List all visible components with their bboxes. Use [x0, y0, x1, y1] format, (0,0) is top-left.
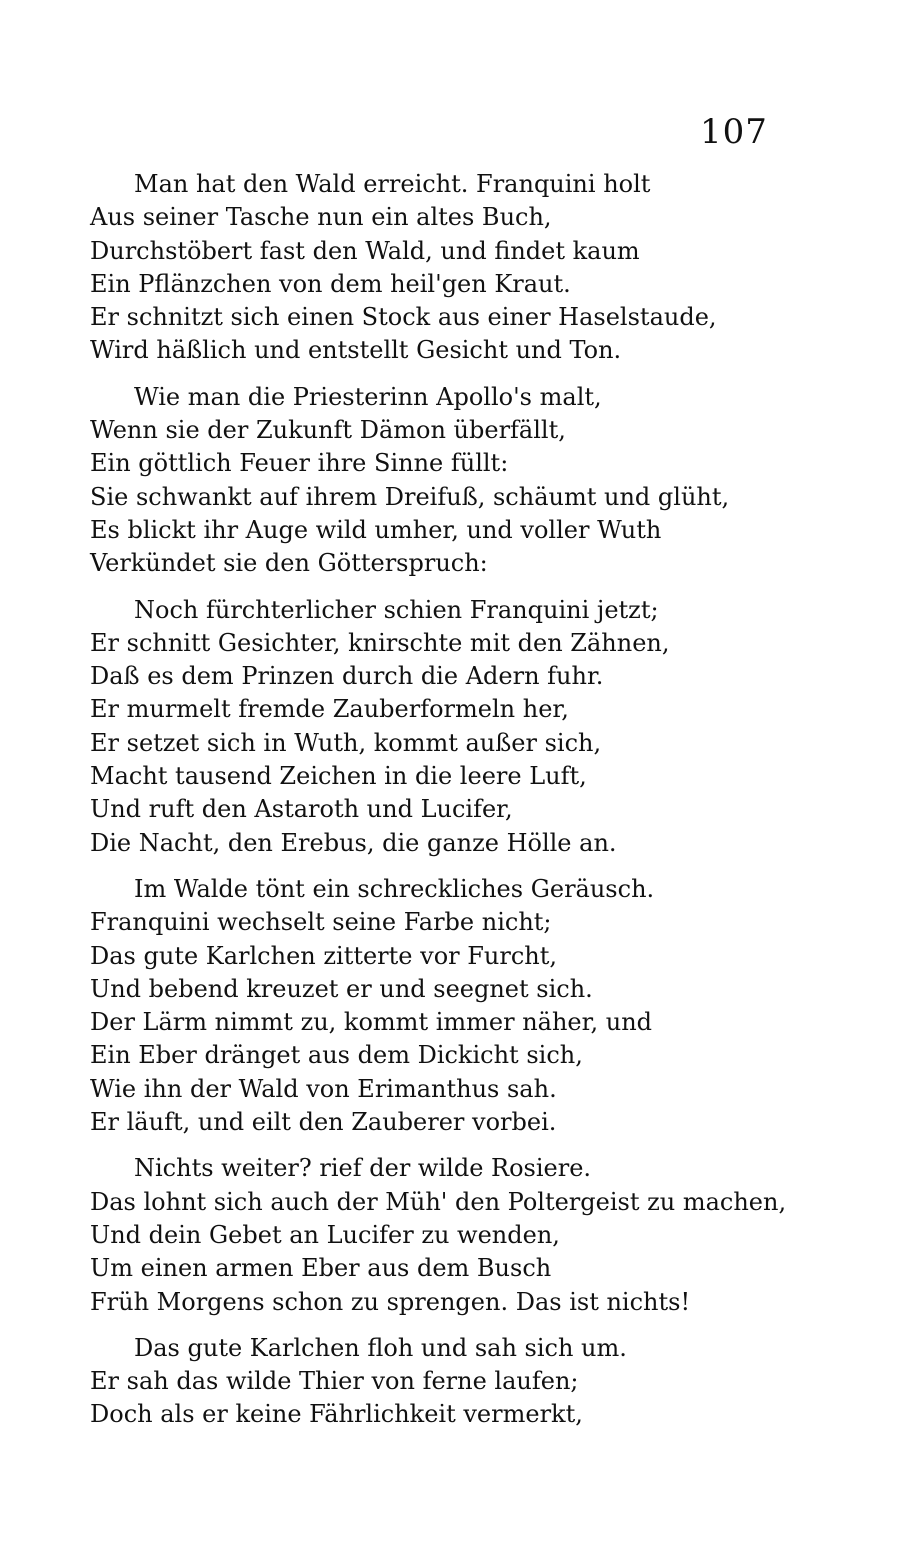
verse-line: Doch als er keine Fährlichkeit vermerkt, — [90, 1400, 583, 1429]
verse-line: Es blickt ihr Auge wild umher, und voller Wuth — [90, 515, 662, 544]
verse-line: Wird häßlich und entstellt Gesicht und Ton. — [90, 336, 622, 365]
poem-text — [90, 168, 790, 1445]
stanza-5 — [90, 1152, 790, 1318]
verse-line: Aus seiner Tasche nun ein altes Buch, — [90, 203, 552, 232]
verse-line: Ein Eber dränget aus dem Dickicht sich, — [90, 1041, 583, 1070]
verse-line: Wie ihn der Wald von Erimanthus sah. — [90, 1074, 557, 1103]
verse-line: Er schnitzt sich einen Stock aus einer Haselstaude, — [90, 303, 717, 332]
verse-line: Nichts weiter? rief der wilde Rosiere. — [134, 1154, 592, 1183]
stanza-1 — [90, 168, 790, 368]
verse-line: Sie schwankt auf ihrem Dreifuß, schäumt und glüht, — [90, 482, 730, 511]
verse-line: Noch fürchterlicher schien Franquini jetzt; — [134, 595, 659, 624]
verse-line: Daß es dem Prinzen durch die Adern fuhr. — [90, 662, 604, 691]
verse-line: Das lohnt sich auch der Müh' den Poltergeist zu machen, — [90, 1187, 787, 1216]
verse-line: Er sah das wilde Thier von ferne laufen; — [90, 1367, 579, 1396]
stanza-6 — [90, 1332, 790, 1432]
stanza-3 — [90, 594, 790, 860]
verse-line: Man hat den Wald erreicht. Franquini holt — [134, 170, 651, 198]
verse-line: Er murmelt fremde Zauberformeln her, — [90, 695, 569, 724]
verse-line: Im Walde tönt ein schreckliches Geräusch. — [134, 874, 655, 903]
verse-line: Die Nacht, den Erebus, die ganze Hölle an. — [90, 828, 617, 857]
verse-line: Er schnitt Gesichter, knirschte mit den Zähnen, — [90, 628, 670, 657]
verse-line: Franquini wechselt seine Farbe nicht; — [90, 908, 552, 937]
verse-line: Ein göttlich Feuer ihre Sinne füllt: — [90, 449, 509, 478]
stanza-2 — [90, 381, 790, 581]
verse-line: Verkündet sie den Götterspruch: — [90, 549, 488, 578]
verse-line: Durchstöbert fast den Wald, und findet kaum — [90, 236, 640, 265]
verse-line: Macht tausend Zeichen in die leere Luft, — [90, 762, 587, 791]
page-number: 107 — [700, 112, 768, 152]
verse-line: Er setzet sich in Wuth, kommt außer sich, — [90, 728, 602, 757]
verse-line: Das gute Karlchen floh und sah sich um. — [134, 1333, 627, 1362]
verse-line: Wenn sie der Zukunft Dämon überfällt, — [90, 416, 566, 445]
verse-line: Früh Morgens schon zu sprengen. Das ist nichts! — [90, 1287, 691, 1316]
stanza-4 — [90, 873, 790, 1139]
verse-line: Und bebend kreuzet er und seegnet sich. — [90, 974, 593, 1003]
verse-line: Das gute Karlchen zitterte vor Furcht, — [90, 941, 557, 970]
verse-line: Wie man die Priesterinn Apollo's malt, — [134, 382, 602, 411]
verse-line: Um einen armen Eber aus dem Busch — [90, 1254, 552, 1283]
verse-line: Und dein Gebet an Lucifer zu wenden, — [90, 1220, 560, 1249]
verse-line: Und ruft den Astaroth und Lucifer, — [90, 795, 513, 824]
verse-line: Ein Pflänzchen von dem heil'gen Kraut. — [90, 269, 571, 298]
verse-line: Er läuft, und eilt den Zauberer vorbei. — [90, 1108, 557, 1137]
verse-line: Der Lärm nimmt zu, kommt immer näher, und — [90, 1008, 653, 1037]
